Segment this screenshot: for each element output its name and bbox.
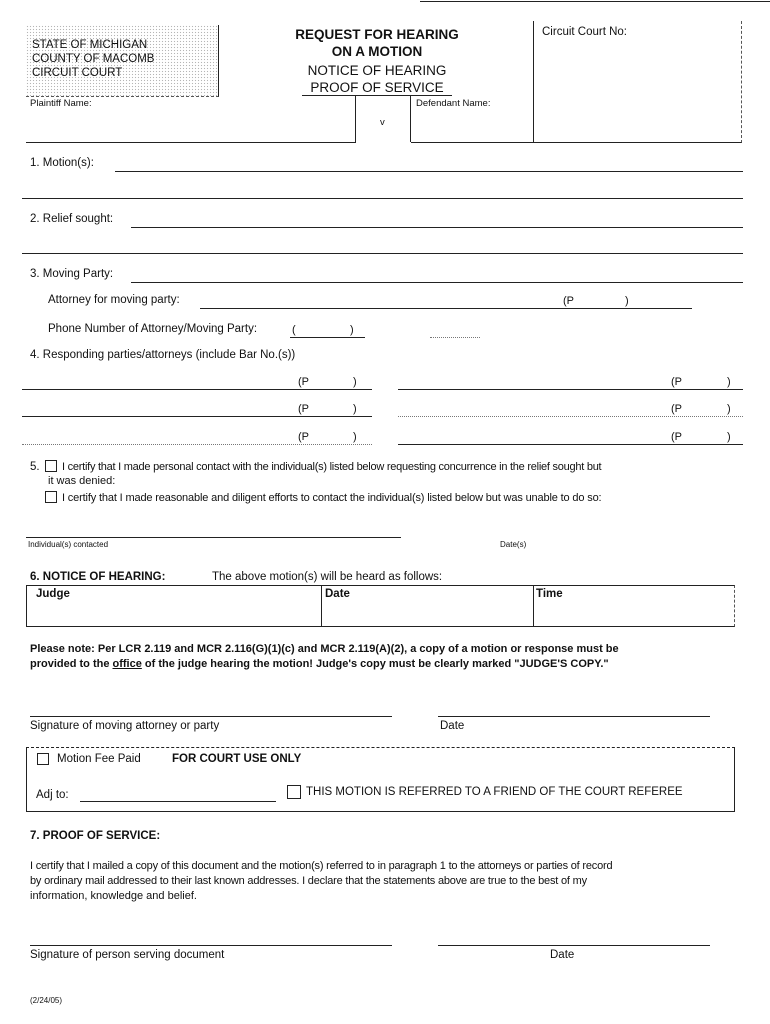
referee-checkbox[interactable] (287, 785, 301, 799)
stamp-line-county: COUNTY OF MACOMB (32, 53, 155, 65)
proof-of-service-text-line1: I certify that I mailed a copy of this document and the motion(s) referred to in paragraph 1 to the attorneys or parties of record (30, 860, 613, 872)
form-title-line1: REQUEST FOR HEARING (295, 27, 459, 42)
responding-right-3-bar-suffix: ) (727, 431, 731, 443)
form-title-line4: PROOF OF SERVICE (310, 80, 444, 95)
relief-sought-label: 2. Relief sought: (30, 213, 114, 225)
responding-left-2-bar-prefix: (P (298, 403, 309, 415)
hearing-time-cell[interactable] (534, 586, 734, 626)
moving-signature-line[interactable] (30, 716, 392, 717)
responding-right-1-bar-suffix: ) (727, 376, 731, 388)
responding-left-1-bar-suffix: ) (353, 376, 357, 388)
notice-of-hearing-intro: The above motion(s) will be heard as follows: (212, 571, 443, 583)
plaintiff-label: Plaintiff Name: (30, 98, 92, 109)
phone-input-dashes (430, 337, 480, 338)
motions-input-line2[interactable] (22, 198, 743, 199)
responding-left-1[interactable] (22, 389, 372, 390)
responding-left-1-bar-prefix: (P (298, 376, 309, 388)
stamp-line-state: STATE OF MICHIGAN (32, 39, 148, 51)
responding-left-3-bar-prefix: (P (298, 431, 309, 443)
defendant-label: Defendant Name: (416, 98, 491, 109)
court-use-title: FOR COURT USE ONLY (172, 753, 302, 765)
form-revision-code: (2/24/05) (30, 996, 63, 1005)
proof-of-service-text-line3: information, knowledge and belief. (30, 890, 197, 902)
motions-label: 1. Motion(s): (30, 157, 94, 169)
motion-fee-paid-label: Motion Fee Paid (57, 753, 141, 765)
hearing-time-label: Time (536, 588, 563, 600)
individuals-contacted-line[interactable] (26, 537, 401, 538)
attorney-bar-suffix: ) (625, 295, 629, 307)
judge-copy-note-line2 (30, 658, 609, 670)
responding-right-1-bar-prefix: (P (671, 376, 682, 388)
case-number-box[interactable] (533, 21, 742, 143)
motion-fee-paid-checkbox[interactable] (37, 753, 49, 765)
note-office-word: office (112, 658, 142, 670)
concurrence-denied-text: I certify that I made personal contact with the individual(s) listed below requesting concurrence in the relief sought but (62, 461, 602, 473)
note-line2-part1: provided to the (30, 658, 113, 670)
attorney-moving-label: Attorney for moving party: (48, 294, 180, 306)
responding-left-3-bar-suffix: ) (353, 431, 357, 443)
stamp-line-court: CIRCUIT COURT (32, 67, 123, 79)
responding-left-2-bar-suffix: ) (353, 403, 357, 415)
hearing-judge-cell[interactable] (27, 586, 322, 626)
moving-signature-date-line[interactable] (438, 716, 710, 717)
moving-party-label: 3. Moving Party: (30, 268, 114, 280)
responding-right-2-bar-prefix: (P (671, 403, 682, 415)
individuals-contacted-label: Individual(s) contacted (28, 540, 109, 549)
concurrence-denied-text-cont: it was denied: (48, 475, 116, 487)
case-number-label: Circuit Court No: (542, 26, 627, 38)
attorney-moving-input[interactable] (200, 308, 692, 309)
server-signature-line[interactable] (30, 945, 392, 946)
concurrence-denied-checkbox[interactable] (45, 460, 57, 472)
adj-to-input[interactable] (80, 801, 276, 802)
moving-signature-label: Signature of moving attorney or party (30, 720, 220, 732)
attorney-bar-prefix: (P (563, 295, 574, 307)
responding-right-3[interactable] (398, 444, 743, 445)
moving-signature-date-label: Date (440, 720, 465, 732)
responding-left-2[interactable] (22, 416, 372, 417)
section5-number: 5. (30, 461, 40, 473)
proof-of-service-label: 7. PROOF OF SERVICE: (30, 830, 161, 842)
diligent-efforts-checkbox[interactable] (45, 491, 57, 503)
top-rule (420, 1, 770, 2)
moving-party-input[interactable] (131, 282, 743, 283)
phone-label: Phone Number of Attorney/Moving Party: (48, 323, 258, 335)
server-date-line[interactable] (438, 945, 710, 946)
hearing-date-cell[interactable] (322, 586, 534, 626)
referee-label: THIS MOTION IS REFERRED TO A FRIEND OF THE COURT REFEREE (306, 786, 683, 798)
responding-right-2[interactable] (398, 416, 743, 417)
form-title-line2: ON A MOTION (331, 44, 423, 59)
responding-right-2-bar-suffix: ) (727, 403, 731, 415)
versus-divider-left (355, 96, 356, 142)
hearing-date-label: Date (325, 588, 350, 600)
responding-parties-label: 4. Responding parties/attorneys (include Bar No.(s)) (30, 349, 296, 361)
versus-label: v (380, 117, 385, 128)
relief-input-line1[interactable] (131, 227, 743, 228)
phone-input[interactable] (290, 337, 365, 338)
contact-dates-label: Date(s) (500, 540, 527, 549)
diligent-efforts-text: I certify that I made reasonable and diligent efforts to contact the individual(s) listed below but was unable to do so: (62, 492, 602, 504)
phone-open-paren: ( (292, 324, 296, 336)
proof-of-service-text-line2: by ordinary mail addressed to their last known addresses. I declare that the statements above are true to the best of my (30, 875, 587, 887)
note-line2-part2: of the judge hearing the motion! Judge's copy must be clearly marked "JUDGE'S COPY." (141, 658, 609, 670)
adj-to-label: Adj to: (36, 789, 69, 801)
court-stamp (26, 25, 219, 97)
responding-left-3[interactable] (22, 444, 372, 445)
phone-close-paren: ) (350, 324, 354, 336)
responding-right-3-bar-prefix: (P (671, 431, 682, 443)
judge-copy-note-line1: Please note: Per LCR 2.119 and MCR 2.116(G)(1)(c) and MCR 2.119(A)(2), a copy of a motion or response must be (30, 643, 619, 655)
hearing-table (26, 585, 735, 627)
relief-input-line2[interactable] (22, 253, 743, 254)
notice-of-hearing-label: 6. NOTICE OF HEARING: (30, 571, 166, 583)
form-title-line3: NOTICE OF HEARING (307, 63, 447, 78)
responding-right-1[interactable] (398, 389, 743, 390)
server-signature-label: Signature of person serving document (30, 949, 225, 961)
hearing-judge-label: Judge (36, 588, 70, 600)
server-date-label: Date (550, 949, 575, 961)
motions-input-line1[interactable] (115, 171, 743, 172)
